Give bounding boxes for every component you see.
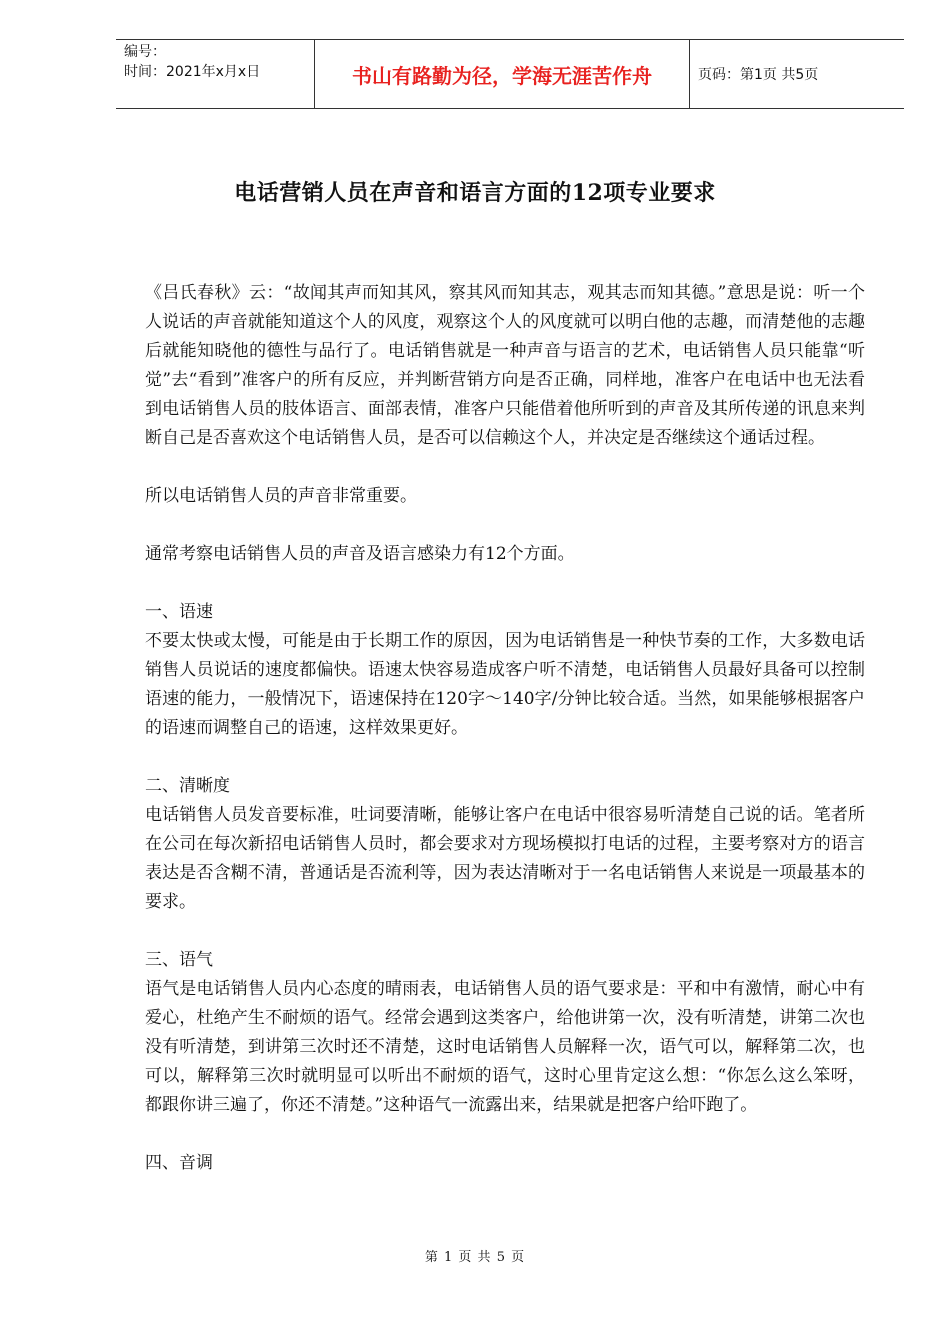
section-heading: 一、语速 [145,602,213,622]
paragraph: 所以电话销售人员的声音非常重要。 [145,486,417,506]
document-title: 电话营销人员在声音和语言方面的12项专业要求 [234,180,716,206]
page-header [116,39,904,109]
header-meta [116,40,315,108]
section-heading: 三、语气 [145,950,213,970]
section-body: 电话销售人员发音要标准，吐词要清晰，能够让客户在电话中很容易听清楚自己说的话。笔者所在公司在每次新招电话销售人员时，都会要求对方现场模拟打电话的过程，主要考察对方的语言表达是否含糊不清，普通话是否流利等，因为表达清晰对于一名电话销售人来说是一项最基本的要求。 [145,805,865,912]
section-body: 不要太快或太慢，可能是由于长期工作的原因，因为电话销售是一种快节奏的工作，大多数电话销售人员说话的速度都偏快。语速太快容易造成客户听不清楚，电话销售人员最好具备可以控制语速的能力，一般情况下，语速保持在120字～140字/分钟比较合适。当然，如果能够根据客户的语速而调整自己的语速，这样效果更好。 [145,631,865,738]
header-page-info: 页码：第1页 共5页 [698,67,819,83]
number-label: 编号： [124,44,166,60]
page-footer: 第 1 页 共 5 页 [424,1250,526,1265]
section-heading: 四、音调 [145,1153,213,1173]
header-motto: 书山有路勤为径，学海无涯苦作舟 [315,40,690,108]
time-label: 时间：2021年x月x日 [124,64,261,80]
section-body: 语气是电话销售人员内心态度的晴雨表，电话销售人员的语气要求是：平和中有激情，耐心中有爱心，杜绝产生不耐烦的语气。经常会遇到这类客户，给他讲第一次，没有听清楚，讲第二次也没有听清楚，到讲第三次时还不清楚，这时电话销售人员解释一次，语气可以，解释第二次，也可以，解释第三次时就明显可以听出不耐烦的语气，这时心里肯定这么想：“你怎么这么笨呀，都跟你讲三遍了，你还不清楚。”这种语气一流露出来，结果就是把客户给吓跑了。 [145,979,865,1115]
paragraph: 通常考察电话销售人员的声音及语言感染力有12个方面。 [145,544,575,564]
document-body [145,279,865,1178]
intro-paragraph: 《吕氏春秋》云：“故闻其声而知其风，察其风而知其志，观其志而知其德。”意思是说：听一个人说话的声音就能知道这个人的风度，观察这个人的风度就可以明白他的志趣，而清楚他的志趣后就能知晓他的德性与品行了。电话销售就是一种声音与语言的艺术，电话销售人员只能靠“听觉”去“看到”准客户的所有反应，并判断营销方向是否正确，同样地，准客户在电话中也无法看到电话销售人员的肢体语言、面部表情，准客户只能借着他所听到的声音及其所传递的讯息来判断自己是否喜欢这个电话销售人员，是否可以信赖这个人，并决定是否继续这个通话过程。 [145,283,865,448]
section-heading: 二、清晰度 [145,776,230,796]
